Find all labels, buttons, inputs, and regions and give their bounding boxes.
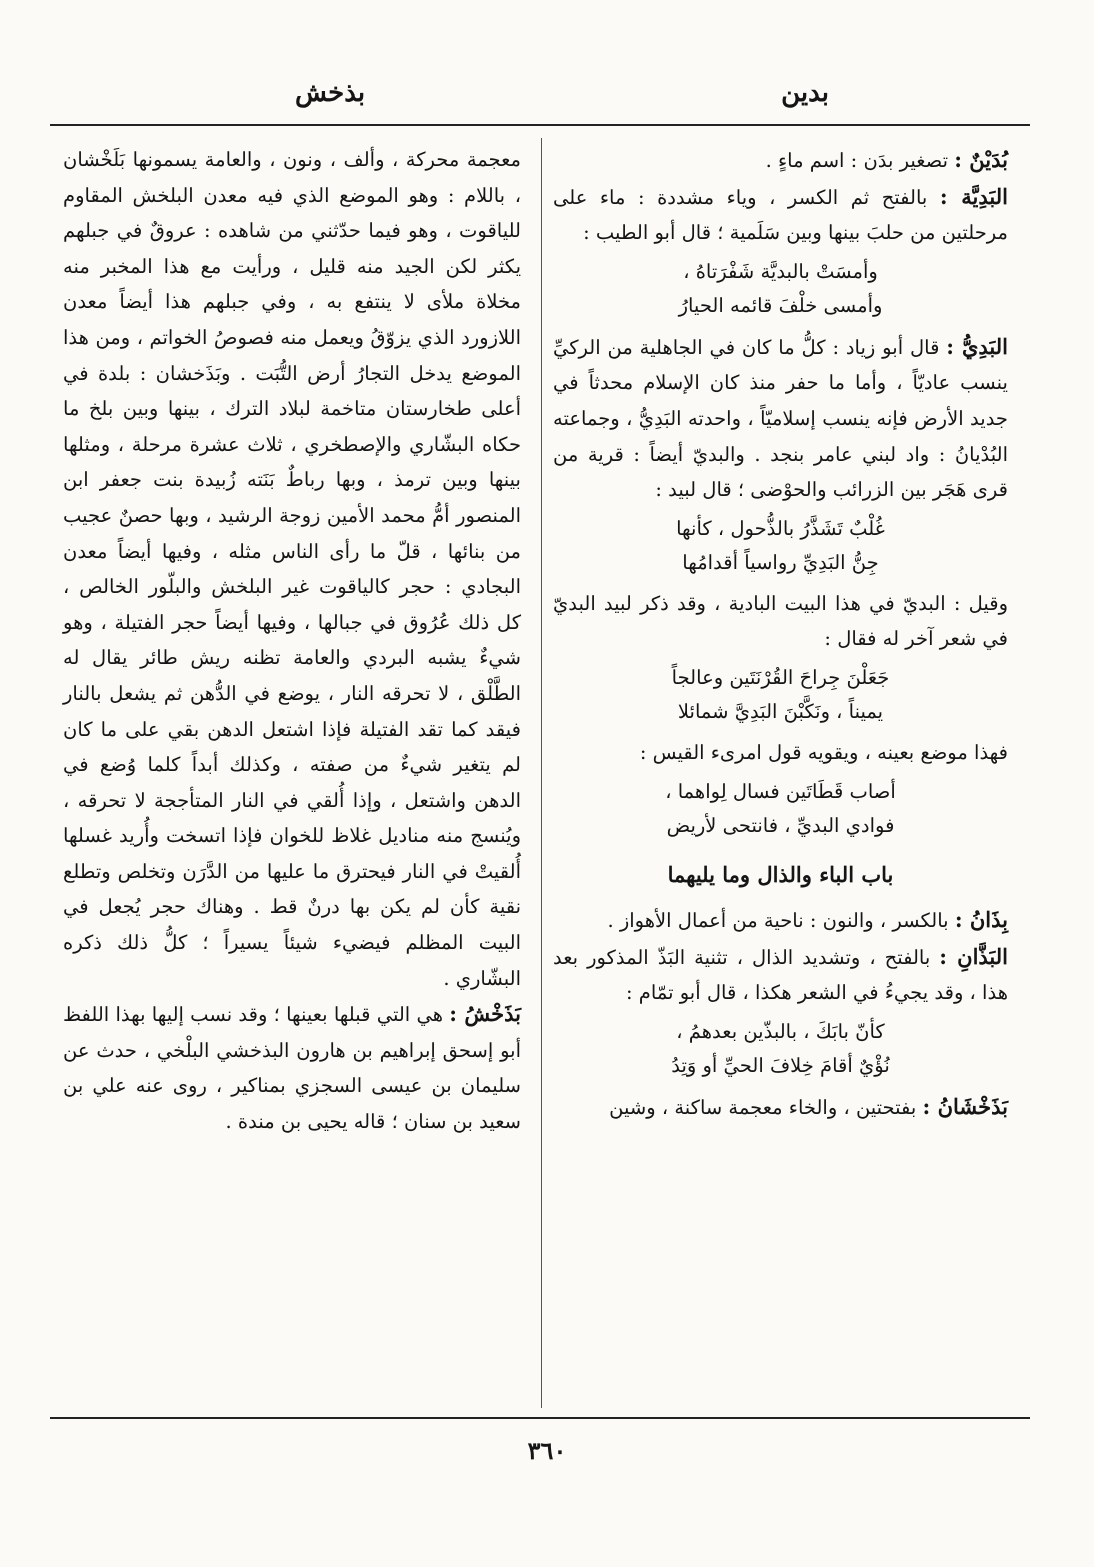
headword: بَذَخْشَانُ : xyxy=(922,1093,1008,1119)
verse-line: جِنُّ البَدِيِّ رواسياً أقدامُها xyxy=(682,550,879,574)
verse-line: يميناً ، ونَكَّبْنَ البَدِيَّ شمائلا xyxy=(677,699,884,723)
headword: بُدَيْنٌ : xyxy=(954,147,1008,172)
verse-line: كأنّ بابَكَ ، بالبذّين بعدهمُ ، xyxy=(676,1019,885,1043)
right-column xyxy=(553,142,1008,1126)
entry-text: تصغير بدَن : اسم ماءٍ . xyxy=(765,149,949,172)
entry-albadiyya xyxy=(553,179,1008,251)
verse-line: نُؤْيٌ أقامَ خِلافَ الحيِّ أو وَتِدُ xyxy=(671,1053,890,1077)
entry-albadiyy xyxy=(553,329,1008,508)
entry-text: قال أبو زياد : كلُّ ما كان في الجاهلية من الركيِّ ينسب عاديّاً ، وأما ما حفر منذ كان الإسلام محدثاً في جديد الأرض فإنه ينسب إسلاميّاً ، واحدته البَدِيُّ ، وجماعته البُدْيانُ : واد لبني عامر بنجد . والبديّ أيضاً : قرية من قرى هَجَر بين الزرائب والحوْضى ؛ قال لبيد : xyxy=(553,335,1008,502)
verse-line: غُلْبٌ تَشَذَّرُ بالذُّحول ، كأنها xyxy=(676,516,885,540)
page-number: ٣٦٠ xyxy=(527,1436,567,1465)
entry-albadhdhan xyxy=(553,939,1008,1011)
headword: البَدِيُّ : xyxy=(946,333,1008,359)
entry-bidhan xyxy=(553,902,1008,939)
verse-line: وأمسَتْ بالبديَّة شَفْرَتاهُ ، xyxy=(683,259,878,283)
column-divider xyxy=(541,138,542,1408)
entry-text: بالفتح ، وتشديد الذال ، تثنية البَذّ المذكور بعد هذا ، وقد يجيءُ في الشعر هكذا ، قال أبو تمّام : xyxy=(553,945,1008,1005)
left-column xyxy=(63,142,521,1140)
headword: البَدِيَّة : xyxy=(939,183,1008,209)
verse xyxy=(553,512,1008,580)
headword: البَذَّانِ : xyxy=(939,943,1008,969)
entry-text: بفتحتين ، والخاء معجمة ساكنة ، وشين xyxy=(609,1095,917,1119)
running-head-right: بدين xyxy=(781,78,829,108)
entry-badhakhsh xyxy=(63,996,521,1139)
entry-text: بالكسر ، والنون : ناحية من أعمال الأهواز . xyxy=(607,909,949,933)
verse-line: أصاب قَطَاتَين فسال لِواهما ، xyxy=(665,779,896,803)
entry-budayn xyxy=(553,142,1008,179)
headword: بَذَخْشُ : xyxy=(449,1001,522,1027)
entry-text-continued: فهذا موضع بعينه ، ويقويه قول امرىء القيس : xyxy=(639,740,1008,764)
verse xyxy=(553,775,1008,843)
entry-text: بالفتح ثم الكسر ، وياء مشددة : ماء على مرحلتين من حلبَ بينها وبين سَلَمية ؛ قال أبو الطيب : xyxy=(553,185,1008,245)
entry-badhakhshan xyxy=(553,1089,1008,1126)
header-rule xyxy=(50,124,1030,126)
page-header xyxy=(0,78,1094,118)
verse xyxy=(553,1015,1008,1083)
footer-rule xyxy=(50,1417,1030,1419)
entry-text-continued: معجمة محركة ، وألف ، ونون ، والعامة يسمونها بَلَخْشان ، باللام : وهو الموضع الذي فيه معدن البلخش المقاوم للياقوت ، وهو فيما حدّثني من شاهده : عروقٌ في جبلهم يكثر لكن الجيد منه قليل ، ورأيت مع هذا المخبر منه مخلاة ملأى لا ينتفع به ، وفي جبلهم هذا أيضاً معدن اللازورد الذي يزوّقُ ويعمل منه فصوصُ الخواتم ، ومن هذا الموضع يدخل التجارُ أرض التُّبَت . وبَذَخشان : بلدة في أعلى طخارستان متاخمة لبلاد الترك ، بينها وبين بلخ ما حكاه البشّاري والإصطخري ، ثلاث عشرة مرحلة ، ومثلها بينها وبين ترمذ ، وبها رباطٌ بَنَته زُبيدة بنت جعفر ابن المنصور أمُّ محمد الأمين زوجة الرشيد ، وبها حصنٌ عجيب من بنائها ، قلّ ما رأى الناس مثله ، وفيها أيضاً معدن البجادي : حجر كالياقوت غير البلخش والبلّور الخالص ، كل ذلك عُرُوق في جبالها ، وفيها أيضاً حجر الفتيلة ، وهو شيءٌ يشبه البردي والعامة تظنه ريش طائر يقال له الطَّلْق ، لا تحرقه النار ، يوضع في الدُّهن ثم يشعل بالنار فيقد كما تقد الفتيلة فإذا اشتعل الدهن بقي على ما كان لم يتغير شيءٌ من صفته ، وكذلك أبداً كلما وُضع في الدهن واشتعل ، وإذا أُلقي في النار المتأججة لا تحرقه ، ويُنسج منه مناديل غلاظ للخوان فإذا اتسخت وأُريد غسلها أُلقيتْ في النار فيحترق ما عليها من الدَّرَن وتخلص وتطلع نقية كأن لم يكن بها درنٌ قط . وهناك حجر يُجعل في البيت المظلم فيضيء شيئاً يسيراً ؛ كلُّ ذلك ذكره البشّاري . xyxy=(63,148,521,990)
verse-line: فوادي البديِّ ، فانتحى لأريض xyxy=(666,813,895,837)
headword: بِذَانُ : xyxy=(954,907,1008,933)
verse-line: وأمسى خلْفَ قائمه الحيارُ xyxy=(678,293,883,317)
entry-text-continued: وقيل : البديّ في هذا البيت البادية ، وقد ذكر لبيد البديّ في شعر آخر له فقال : xyxy=(553,591,1008,651)
verse-line: جَعَلْنَ جِراحَ القُرْنَتَين وعالجاً xyxy=(671,665,890,689)
verse xyxy=(553,661,1008,729)
section-title: باب الباء والذال وما يليهما xyxy=(667,861,894,887)
running-head-left: بذخش xyxy=(295,78,366,108)
entry-text: هي التي قبلها بعينها ؛ وقد نسب إليها بهذا اللفظ أبو إسحق إبراهيم بن هارون البذخشي البلْخي ، حدث عن سليمان بن عيسى السجزي بمناكير ، روى عنه علي بن سعيد بن سنان ؛ قاله يحيى بن مندة . xyxy=(63,1003,521,1134)
verse xyxy=(553,255,1008,323)
